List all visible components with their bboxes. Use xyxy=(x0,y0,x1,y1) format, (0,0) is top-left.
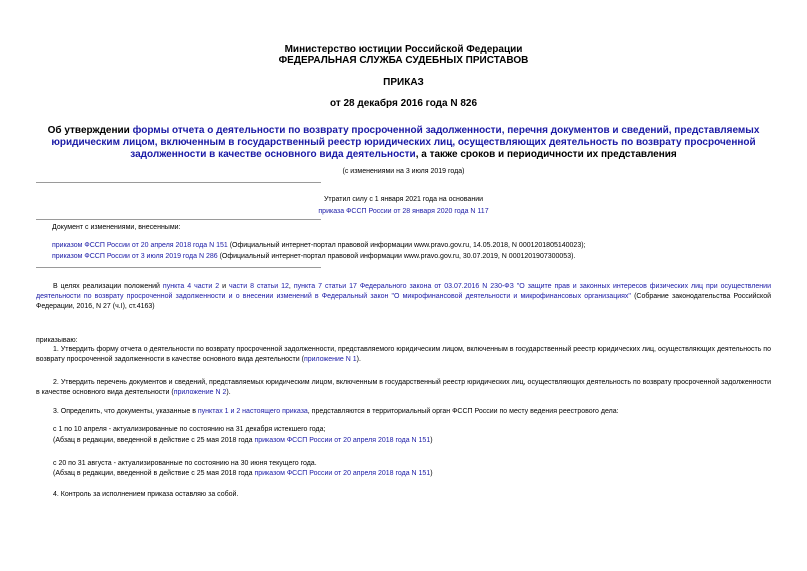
amendment-note-link[interactable]: приказом ФССП России от 20 апреля 2018 года N 151 xyxy=(254,437,431,444)
amendment-source: (Официальный интернет-портал правовой информации www.pravo.gov.ru, 30.07.2019, N 0001201907300053). xyxy=(217,253,576,260)
item-text: , представляются в территориальный орган ФССП России по месту ведения реестрового дела: xyxy=(307,408,619,415)
amendment-source: (Официальный интернет-портал правовой информации www.pravo.gov.ru, 14.05.2018, N 0001201805140023); xyxy=(227,242,586,249)
appendix-1-link[interactable]: приложение N 1 xyxy=(303,356,357,363)
preamble-link[interactable]: пункта 4 части 2 xyxy=(162,283,220,290)
note-text: ) xyxy=(430,470,433,477)
amendment-note-link[interactable]: приказом ФССП России от 20 апреля 2018 года N 151 xyxy=(254,470,431,477)
service-name: ФЕДЕРАЛЬНАЯ СЛУЖБА СУДЕБНЫХ ПРИСТАВОВ xyxy=(278,55,529,66)
amendment-link[interactable]: приказом ФССП России от 3 июля 2019 года N 286 xyxy=(52,253,218,260)
amendment-link[interactable]: приказом ФССП России от 20 апреля 2018 года N 151 xyxy=(52,242,228,249)
title-form-link[interactable]: формы отчета о деятельности по возврату просроченной задолженности, перечня документов и сведений, представляемых юридическим лицом, включенным в государственный реестр юридических лиц, осуществляющих деятельность по возврату просроченной задолженности в качестве основного вида деятельности xyxy=(51,125,760,160)
note-text: ) xyxy=(430,437,433,444)
amendment-item xyxy=(52,241,782,251)
lost-force-link[interactable]: приказа ФССП России от 28 января 2020 года N 117 xyxy=(318,208,489,215)
doc-date-number: от 28 декабря 2016 года N 826 xyxy=(329,98,478,109)
period-2-note xyxy=(53,469,773,479)
order-item-4: 4. Контроль за исполнением приказа оставляю за собой. xyxy=(53,491,239,498)
preamble-text: (Собрание законодательства Российской Федерации, 2016, N 27 (ч.I), ст.4163) xyxy=(36,293,772,310)
order-item-1 xyxy=(36,345,771,365)
note-text: (Абзац в редакции, введенной в действие с 25 мая 2018 года xyxy=(53,470,255,477)
ministry-name: Министерство юстиции Российской Федерации xyxy=(284,44,523,55)
preamble-text: В целях реализации положений xyxy=(53,283,163,290)
item-text: 3. Определить, что документы, указанные в xyxy=(53,408,198,415)
preamble-law-link[interactable]: пункта 7 статьи 17 Федерального закона от 03.07.2016 N 230-ФЗ "О защите прав и законных интересов физических лиц при осуществлении деятельности по возврату просроченной задолженности и о внесении изменений в Федеральный закон "О микрофинансовой деятельности и микрофинансовых организациях" xyxy=(36,283,771,300)
amendment-item xyxy=(52,252,782,262)
period-1-note xyxy=(53,436,773,446)
amendments-intro: Документ с изменениями, внесенными: xyxy=(52,224,181,231)
changes-note: (с изменениями на 3 июля 2019 года) xyxy=(342,168,465,175)
lost-force-text: Утратил силу с 1 января 2021 года на основании xyxy=(323,196,484,203)
document-title xyxy=(36,125,771,161)
title-prefix: Об утверждении xyxy=(47,125,133,136)
preamble-text: , xyxy=(288,283,294,290)
divider xyxy=(36,267,321,268)
item-text: ). xyxy=(226,389,231,396)
period-2: с 20 по 31 августа - актуализированные по состоянию на 30 июня текущего года. xyxy=(53,460,317,467)
order-item-3 xyxy=(53,407,773,417)
title-suffix: , а также сроков и периодичности их представления xyxy=(415,149,677,160)
order-item-2 xyxy=(36,378,771,398)
divider xyxy=(36,219,321,220)
preamble-text: и xyxy=(219,283,229,290)
preamble xyxy=(36,282,771,312)
items-1-2-link[interactable]: пунктах 1 и 2 настоящего приказа xyxy=(197,408,308,415)
item-text: 1. Утвердить форму отчета о деятельности по возврату просроченной задолженности, представляемого юридическим лицом, включенным в государственный реестр юридических лиц, осуществляющих деятельность по возврату просроченной задолженности в качестве основного вида деятельности ( xyxy=(36,346,771,363)
divider xyxy=(36,182,321,183)
appendix-2-link[interactable]: приложение N 2 xyxy=(173,389,227,396)
note-text: (Абзац в редакции, введенной в действие с 25 мая 2018 года xyxy=(53,437,255,444)
doc-type: ПРИКАЗ xyxy=(383,77,424,88)
order-word: приказываю: xyxy=(36,337,78,344)
period-1: с 1 по 10 апреля - актуализированные по состоянию на 31 декабря истекшего года; xyxy=(53,426,326,433)
item-text: 2. Утвердить перечень документов и сведений, представляемых юридическим лицом, включенным в государственный реестр юридических лиц, осуществляющих деятельность по возврату просроченной задолженности в качестве основного вида деятельности ( xyxy=(36,379,771,396)
item-text: ). xyxy=(356,356,361,363)
preamble-link[interactable]: части 8 статьи 12 xyxy=(229,283,289,290)
